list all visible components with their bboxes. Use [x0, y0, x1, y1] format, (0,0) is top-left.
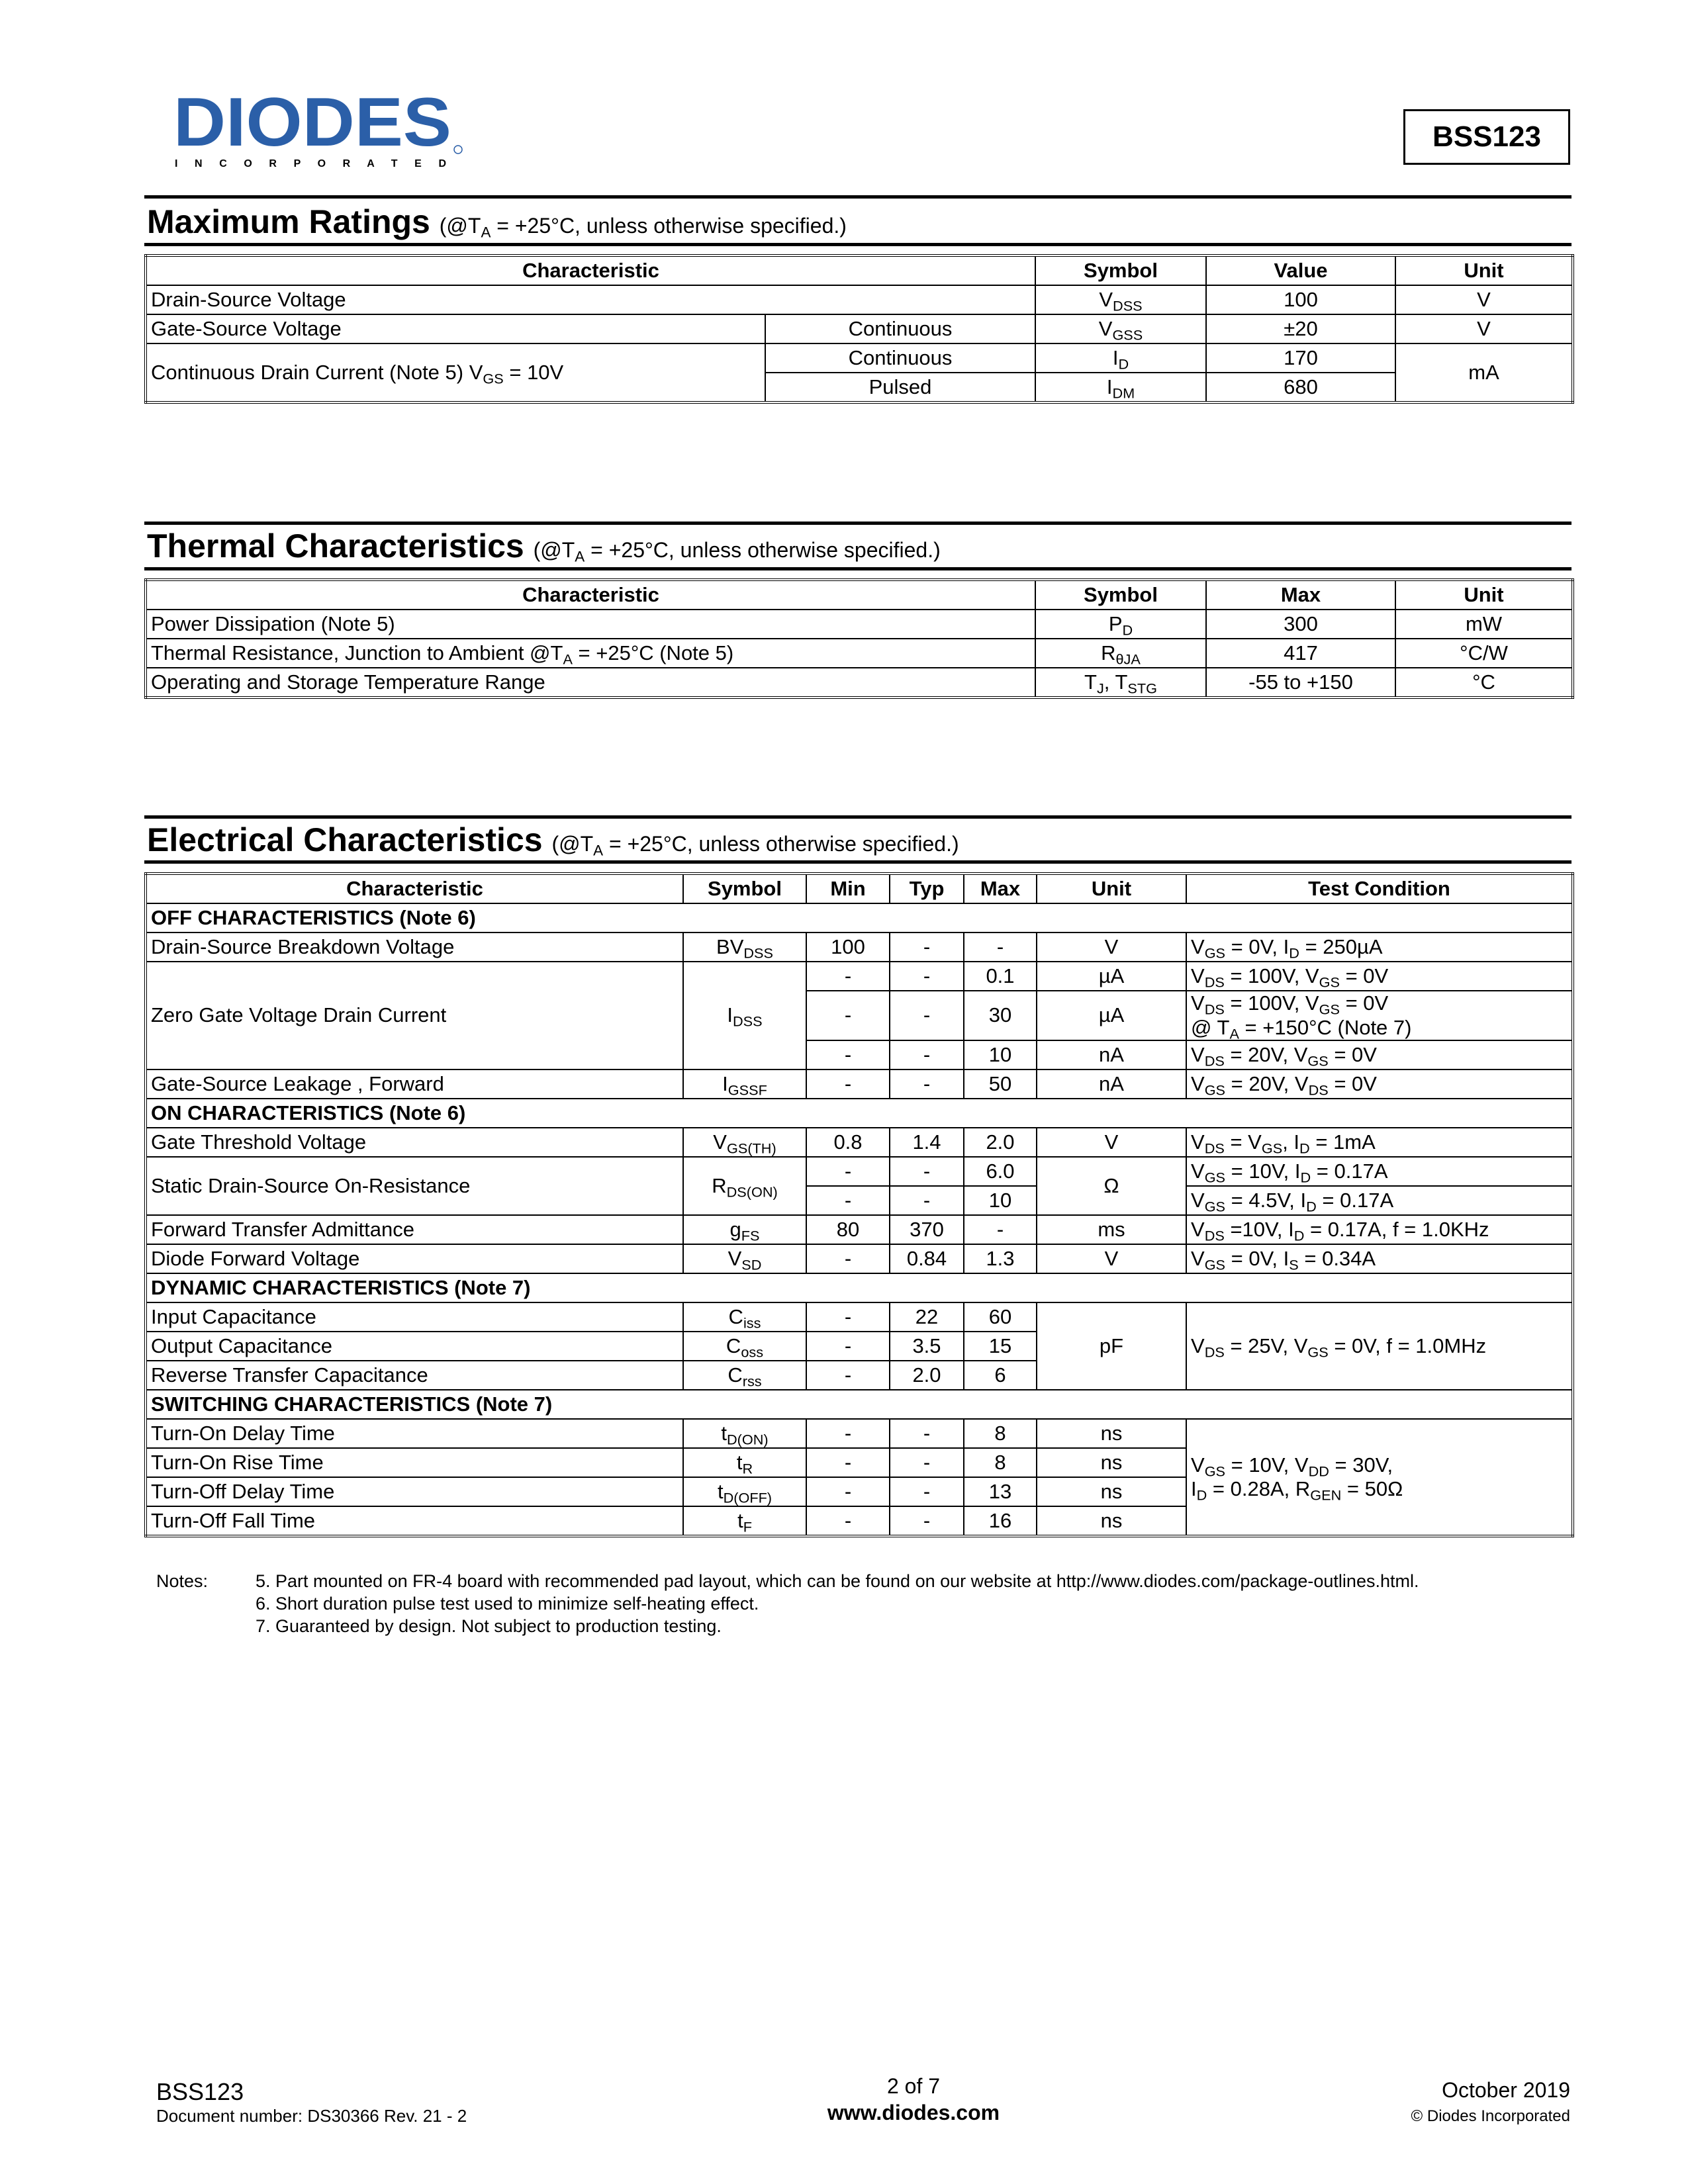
max-cell: 10 — [964, 1186, 1037, 1215]
typ-cell: - — [890, 1419, 964, 1448]
test-condition-cell: $V_{GS} = 10V$, $I_D = 0.17A$ — [1186, 1157, 1573, 1186]
characteristic-cell: Input Capacitance — [146, 1302, 683, 1332]
column-header: Unit — [1395, 580, 1573, 610]
max-cell: 2.0 — [964, 1128, 1037, 1157]
section-condition: ($@T_A = +25^\circ C$, unless otherwise specified.) — [439, 214, 847, 241]
unit-cell: Ω — [1037, 1157, 1186, 1215]
test-condition-cell: $V_{GS} = 0V$, $I_S = 0.34A$ — [1186, 1244, 1573, 1273]
test-condition-cell: $V_{DS} = 25V$, $V_{GS} = 0V$, f = 1.0MHz — [1186, 1302, 1573, 1390]
unit-cell: V — [1395, 314, 1573, 343]
max-cell: 15 — [964, 1332, 1037, 1361]
test-condition-cell: $V_{DS} = 100V$, $V_{GS} = 0V$ — [1186, 962, 1573, 991]
symbol-cell: $V_{DSS}$ — [1035, 285, 1206, 314]
footer-page-number: 2 of 7 — [886, 2074, 941, 2098]
symbol-cell: $I_{DM}$ — [1035, 373, 1206, 402]
value-cell: -55 to +150 — [1206, 668, 1395, 698]
characteristic-cell: Power Dissipation (Note 5) — [146, 610, 1035, 639]
typ-cell: - — [890, 962, 964, 991]
test-condition-cell: $V_{DS} = V_{GS}$, $I_D = 1mA$ — [1186, 1128, 1573, 1157]
section-rule — [144, 243, 1571, 246]
symbol-cell: $P_D$ — [1035, 610, 1206, 639]
max-cell: 16 — [964, 1506, 1037, 1536]
typ-cell: - — [890, 1477, 964, 1506]
electrical-characteristics-heading — [147, 821, 959, 859]
min-cell: 0.8 — [806, 1128, 890, 1157]
footer-date: October 2019 — [1442, 2078, 1570, 2102]
thermal-characteristics-heading — [147, 529, 941, 563]
typ-cell: 22 — [890, 1302, 964, 1332]
note-item: 6. Short duration pulse test used to minimize self-heating effect. — [256, 1594, 759, 1614]
max-cell: 6.0 — [964, 1157, 1037, 1186]
typ-cell: - — [890, 1157, 964, 1186]
min-cell: - — [806, 1506, 890, 1536]
unit-cell: V — [1395, 285, 1573, 314]
notes-label: Notes: — [156, 1571, 209, 1591]
characteristic-cell: Gate-Source Voltage — [146, 314, 765, 343]
unit-cell: mW — [1395, 610, 1573, 639]
max-cell: 1.3 — [964, 1244, 1037, 1273]
column-header: Characteristic — [146, 874, 683, 903]
min-cell: - — [806, 1361, 890, 1390]
sub-condition-cell: Continuous — [765, 314, 1035, 343]
table-row — [146, 962, 1573, 991]
min-cell: 80 — [806, 1215, 890, 1244]
typ-cell: 3.5 — [890, 1332, 964, 1361]
max-cell: - — [964, 1215, 1037, 1244]
section-label: ON CHARACTERISTICS (Note 6) — [146, 1099, 1573, 1128]
unit-cell: ns — [1037, 1477, 1186, 1506]
table-row — [146, 639, 1573, 668]
max-cell: 8 — [964, 1448, 1037, 1477]
column-header: Test Condition — [1186, 874, 1573, 903]
characteristic-cell: Turn-Off Fall Time — [146, 1506, 683, 1536]
typ-cell: - — [890, 1506, 964, 1536]
footer-copyright: © Diodes Incorporated — [1411, 2107, 1570, 2125]
logo-subtext: I N C O R P O R A T E D — [175, 158, 447, 169]
section-label: DYNAMIC CHARACTERISTICS (Note 7) — [146, 1273, 1573, 1302]
table-header-row — [146, 255, 1573, 285]
symbol-cell: $V_{GSS}$ — [1035, 314, 1206, 343]
min-cell: 100 — [806, 933, 890, 962]
section-condition: ($@T_A = +25^\circ C$, unless otherwise specified.) — [533, 538, 941, 565]
unit-cell: ns — [1037, 1506, 1186, 1536]
min-cell: - — [806, 1419, 890, 1448]
min-cell: - — [806, 1040, 890, 1069]
logo-wordmark: DIODES — [173, 93, 451, 161]
unit-cell: ms — [1037, 1215, 1186, 1244]
diodes-logo — [173, 93, 465, 172]
test-condition-cell: $V_{DS} = 100V$, $V_{GS} = 0V$ @ $T_A = +150^\circ C$ (Note 7) — [1186, 991, 1573, 1040]
min-cell: - — [806, 1448, 890, 1477]
max-cell: - — [964, 933, 1037, 962]
unit-cell: ns — [1037, 1419, 1186, 1448]
section-rule — [144, 815, 1571, 819]
symbol-cell: $C_{oss}$ — [683, 1332, 806, 1361]
characteristic-cell: Drain-Source Breakdown Voltage — [146, 933, 683, 962]
max-cell: 8 — [964, 1419, 1037, 1448]
unit-cell: V — [1037, 933, 1186, 962]
table-row — [146, 610, 1573, 639]
section-rule — [144, 195, 1571, 199]
registered-mark-icon — [454, 146, 462, 154]
notes-list — [256, 1570, 1419, 1637]
typ-cell: - — [890, 1040, 964, 1069]
table-row — [146, 285, 1573, 314]
unit-cell: µA — [1037, 991, 1186, 1040]
section-rule — [144, 567, 1571, 570]
column-header: Unit — [1037, 874, 1186, 903]
column-header: Typ — [890, 874, 964, 903]
table-row — [146, 1302, 1573, 1332]
symbol-cell: $t_F$ — [683, 1506, 806, 1536]
symbol-cell: $R_{DS(ON)}$ — [683, 1157, 806, 1215]
characteristic-cell: Turn-Off Delay Time — [146, 1477, 683, 1506]
section-title: Electrical Characteristics — [147, 821, 543, 858]
footer-document-number: Document number: DS30366 Rev. 21 - 2 — [156, 2106, 467, 2126]
unit-cell: °C/W — [1395, 639, 1573, 668]
column-header: Symbol — [1035, 255, 1206, 285]
typ-cell: - — [890, 991, 964, 1040]
test-condition-cell: $V_{DS} = 20V$, $V_{GS} = 0V$ — [1186, 1040, 1573, 1069]
table-row — [146, 668, 1573, 698]
symbol-cell: $C_{rss}$ — [683, 1361, 806, 1390]
test-condition-cell: $V_{GS} = 0V$, $I_D = 250\mu A$ — [1186, 933, 1573, 962]
unit-cell: nA — [1037, 1069, 1186, 1099]
characteristic-cell: Thermal Resistance, Junction to Ambient $@T_A = +25^\circ C$ (Note 5) — [146, 639, 1035, 668]
typ-cell: - — [890, 1069, 964, 1099]
symbol-cell: $I_{DSS}$ — [683, 962, 806, 1069]
max-cell: 50 — [964, 1069, 1037, 1099]
table-row — [146, 1244, 1573, 1273]
min-cell: - — [806, 1477, 890, 1506]
symbol-cell: $C_{iss}$ — [683, 1302, 806, 1332]
section-rule — [144, 522, 1571, 525]
characteristic-cell: Forward Transfer Admittance — [146, 1215, 683, 1244]
symbol-cell: $I_D$ — [1035, 343, 1206, 373]
unit-cell: V — [1037, 1244, 1186, 1273]
sub-condition-cell: Pulsed — [765, 373, 1035, 402]
section-rule — [144, 860, 1571, 864]
table-header-row — [146, 580, 1573, 610]
section-condition: ($@T_A = +25^\circ C$, unless otherwise specified.) — [551, 832, 959, 859]
table-row — [146, 1069, 1573, 1099]
min-cell: - — [806, 1332, 890, 1361]
value-cell: 100 — [1206, 285, 1395, 314]
min-cell: - — [806, 962, 890, 991]
symbol-cell: $V_{SD}$ — [683, 1244, 806, 1273]
section-label: SWITCHING CHARACTERISTICS (Note 7) — [146, 1390, 1573, 1419]
symbol-cell: $BV_{DSS}$ — [683, 933, 806, 962]
table-row — [146, 314, 1573, 343]
max-cell: 60 — [964, 1302, 1037, 1332]
symbol-cell: $t_R$ — [683, 1448, 806, 1477]
table-row — [146, 1128, 1573, 1157]
note-item: 5. Part mounted on FR-4 board with recommended pad layout, which can be found on our website at http://www.diodes.com/package-outlines.html. — [256, 1571, 1419, 1591]
characteristic-cell: Turn-On Delay Time — [146, 1419, 683, 1448]
section-label: OFF CHARACTERISTICS (Note 6) — [146, 903, 1573, 933]
column-header: Max — [964, 874, 1037, 903]
characteristic-cell: Gate-Source Leakage , Forward — [146, 1069, 683, 1099]
section-row — [146, 1099, 1573, 1128]
typ-cell: - — [890, 933, 964, 962]
unit-cell: nA — [1037, 1040, 1186, 1069]
column-header: Symbol — [683, 874, 806, 903]
unit-cell: ns — [1037, 1448, 1186, 1477]
column-header: Characteristic — [146, 580, 1035, 610]
section-row — [146, 1273, 1573, 1302]
section-row — [146, 1390, 1573, 1419]
typ-cell: 0.84 — [890, 1244, 964, 1273]
typ-cell: 1.4 — [890, 1128, 964, 1157]
unit-cell: °C — [1395, 668, 1573, 698]
section-title: Thermal Characteristics — [147, 527, 524, 565]
typ-cell: - — [890, 1186, 964, 1215]
min-cell: - — [806, 1302, 890, 1332]
min-cell: - — [806, 1157, 890, 1186]
max-cell: 6 — [964, 1361, 1037, 1390]
test-condition-cell: $V_{GS} = 20V$, $V_{DS} = 0V$ — [1186, 1069, 1573, 1099]
column-header: Characteristic — [146, 255, 1035, 285]
footer-website-link[interactable]: www.diodes.com — [827, 2101, 1000, 2124]
symbol-cell: $t_{D(OFF)}$ — [683, 1477, 806, 1506]
value-cell: 680 — [1206, 373, 1395, 402]
typ-cell: - — [890, 1448, 964, 1477]
maximum-ratings-table — [144, 254, 1574, 404]
thermal-table — [144, 578, 1574, 699]
unit-cell: µA — [1037, 962, 1186, 991]
test-condition-cell: $V_{GS} = 4.5V$, $I_D = 0.17A$ — [1186, 1186, 1573, 1215]
value-cell: 170 — [1206, 343, 1395, 373]
symbol-cell: $T_J$, $T_{STG}$ — [1035, 668, 1206, 698]
max-cell: 30 — [964, 991, 1037, 1040]
symbol-cell: $g_{FS}$ — [683, 1215, 806, 1244]
max-cell: 0.1 — [964, 962, 1037, 991]
unit-cell: pF — [1037, 1302, 1186, 1390]
column-header: Min — [806, 874, 890, 903]
symbol-cell: $V_{GS(TH)}$ — [683, 1128, 806, 1157]
sub-condition-cell: Continuous — [765, 343, 1035, 373]
characteristic-cell: Turn-On Rise Time — [146, 1448, 683, 1477]
table-row — [146, 1157, 1573, 1186]
test-condition-cell: $V_{GS} = 10V$, $V_{DD} = 30V$, $I_D = 0.28A$, $R_{GEN} = 50\Omega$ — [1186, 1419, 1573, 1536]
value-cell: ±20 — [1206, 314, 1395, 343]
characteristic-cell: Static Drain-Source On-Resistance — [146, 1157, 683, 1215]
symbol-cell: $R_{\theta JA}$ — [1035, 639, 1206, 668]
typ-cell: 2.0 — [890, 1361, 964, 1390]
typ-cell: 370 — [890, 1215, 964, 1244]
value-cell: 300 — [1206, 610, 1395, 639]
characteristic-cell: Drain-Source Voltage — [146, 285, 1035, 314]
note-item: 7. Guaranteed by design. Not subject to production testing. — [256, 1616, 722, 1636]
characteristic-cell: Operating and Storage Temperature Range — [146, 668, 1035, 698]
min-cell: - — [806, 1244, 890, 1273]
section-title: Maximum Ratings — [147, 203, 430, 240]
maximum-ratings-heading — [147, 203, 847, 241]
column-header: Symbol — [1035, 580, 1206, 610]
max-cell: 10 — [964, 1040, 1037, 1069]
characteristic-cell: Diode Forward Voltage — [146, 1244, 683, 1273]
table-row — [146, 1215, 1573, 1244]
footer-part-number: BSS123 — [156, 2078, 244, 2105]
electrical-table — [144, 872, 1574, 1537]
characteristic-cell: Continuous Drain Current (Note 5) $V_{GS} = 10V$ — [146, 343, 765, 402]
table-row — [146, 933, 1573, 962]
diodes-logo-graphic — [173, 93, 465, 172]
unit-cell: mA — [1395, 343, 1573, 402]
part-number-box: BSS123 — [1403, 109, 1570, 165]
test-condition-cell: $V_{DS} =10V$, $I_D = 0.17A$, f = 1.0KHz — [1186, 1215, 1573, 1244]
characteristic-cell: Gate Threshold Voltage — [146, 1128, 683, 1157]
max-cell: 13 — [964, 1477, 1037, 1506]
value-cell: 417 — [1206, 639, 1395, 668]
table-header-row — [146, 874, 1573, 903]
column-header: Value — [1206, 255, 1395, 285]
unit-cell: V — [1037, 1128, 1186, 1157]
column-header: Unit — [1395, 255, 1573, 285]
min-cell: - — [806, 991, 890, 1040]
min-cell: - — [806, 1069, 890, 1099]
characteristic-cell: Zero Gate Voltage Drain Current — [146, 962, 683, 1069]
section-row — [146, 903, 1573, 933]
table-row — [146, 1419, 1573, 1448]
characteristic-cell: Output Capacitance — [146, 1332, 683, 1361]
symbol-cell: $I_{GSSF}$ — [683, 1069, 806, 1099]
min-cell: - — [806, 1186, 890, 1215]
characteristic-cell: Reverse Transfer Capacitance — [146, 1361, 683, 1390]
symbol-cell: $t_{D(ON)}$ — [683, 1419, 806, 1448]
table-row — [146, 343, 1573, 373]
column-header: Max — [1206, 580, 1395, 610]
